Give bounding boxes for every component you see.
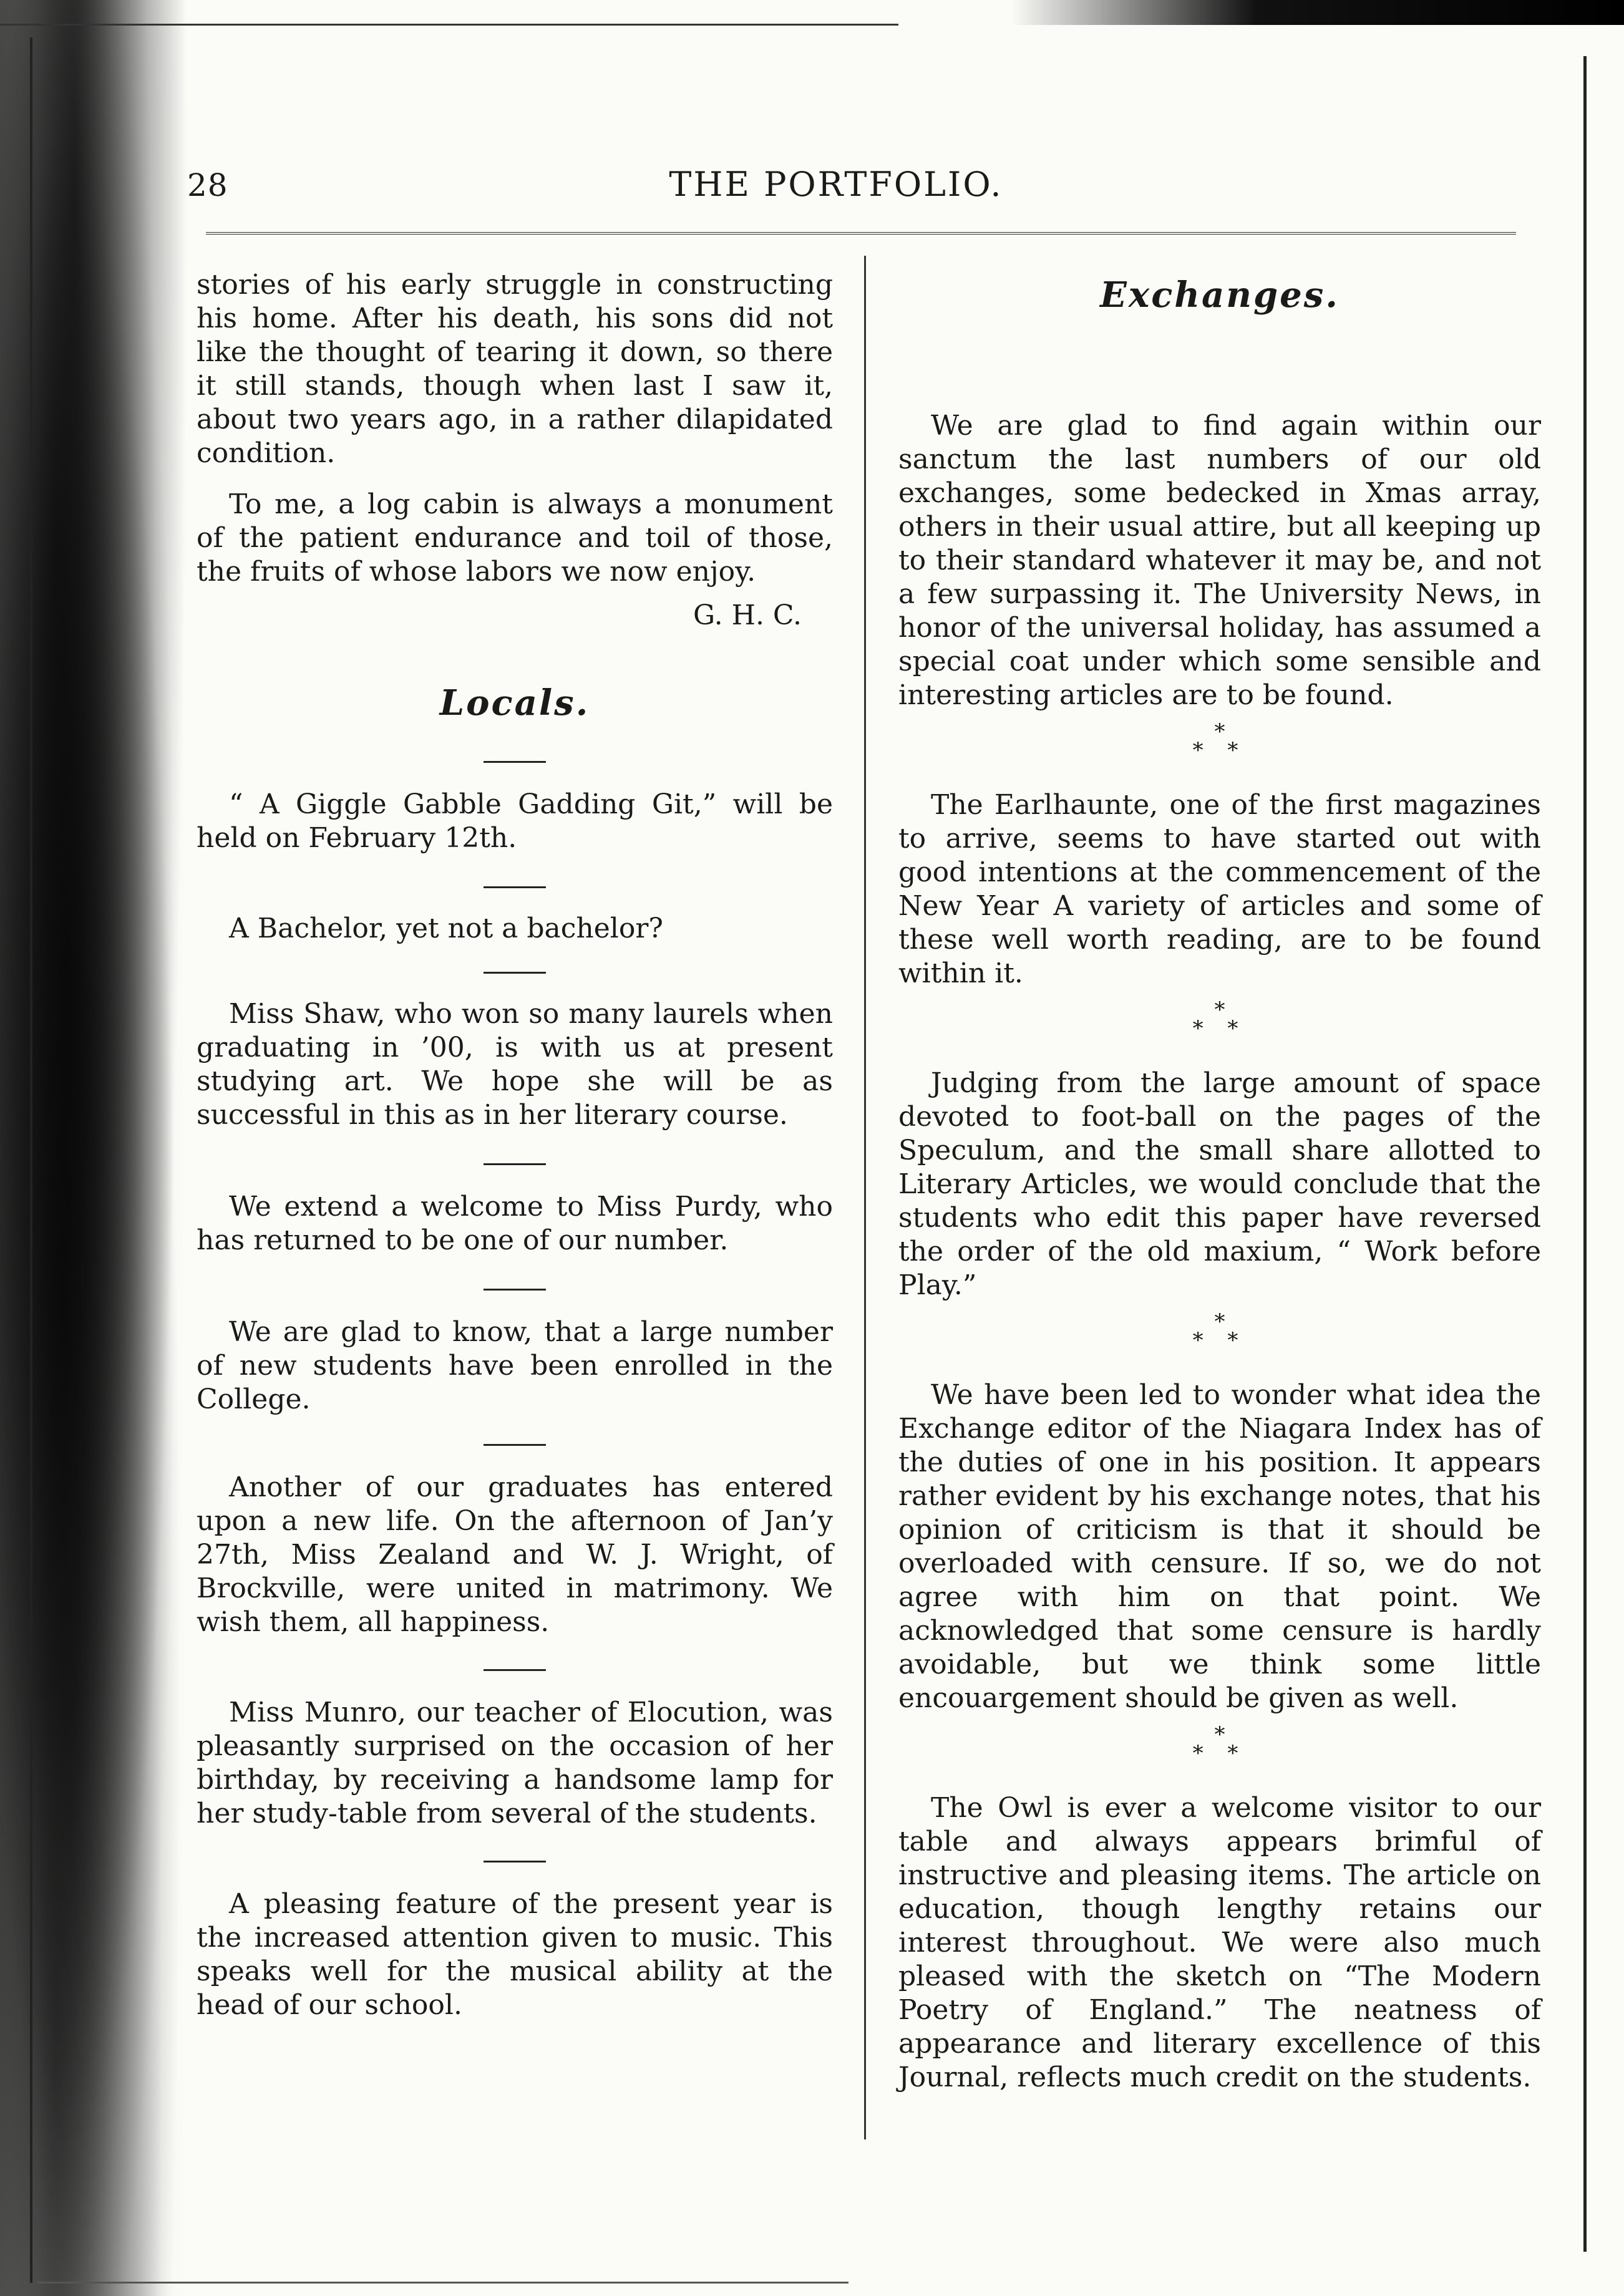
locals-item: Miss Shaw, who won so many laurels when graduating in ’00, is with us at present studying art. We hope she will be as successful in this as in her literary course. — [197, 998, 833, 1131]
star-separator — [898, 1722, 1541, 1766]
scan-right-border — [1583, 56, 1587, 2252]
article-paragraph: To me, a log cabin is always a monument of the patient endurance and toil of those, the fruits of whose labors we now enjoy. — [197, 488, 833, 588]
scan-bottom-border — [37, 2282, 848, 2284]
star-row: * * — [1192, 1016, 1247, 1041]
star-row: * * — [1192, 1741, 1247, 1766]
star-separator — [898, 1309, 1541, 1353]
left-column — [197, 268, 833, 2022]
star-row: * — [1214, 997, 1225, 1022]
section-title-exchanges: Exchanges. — [1100, 274, 1340, 316]
locals-item: Miss Munro, our teacher of Elocution, was pleasantly surprised on the occasion of her birthday, by receiving a handsome lamp for her study-table from several of the students. — [197, 1697, 833, 1829]
locals-item: We extend a welcome to Miss Purdy, who has returned to be one of our number. — [197, 1191, 833, 1256]
page-header — [187, 156, 1485, 225]
header-rule — [206, 232, 1516, 235]
exchanges-item: We are glad to find again within our sanctum the last numbers of our old exchanges, some bedecked in Xmas array, others in their usual attire, but all keeping up to their standard whatever it may be, and not a few surpassing it. The University News, in honor of the universal holiday, has assumed a special coat under which some sensible and interesting articles are to be found. — [898, 410, 1541, 711]
scan-top-dark-bar — [1011, 0, 1624, 25]
locals-item: A pleasing feature of the present year is the increased attention given to music. This speaks well for the musical ability at the head of our school. — [197, 1888, 833, 2021]
article-paragraph: stories of his early struggle in constructing his home. After his death, his sons did not like the thought of tearing it down, so there it still stands, though when last I saw it, about two years ago, in a rather dilapidated condition. — [197, 269, 833, 469]
star-separator — [898, 719, 1541, 763]
locals-item: A Bachelor, yet not a bachelor? — [229, 913, 663, 944]
exchanges-item: Judging from the large amount of space devoted to foot-ball on the pages of the Speculum, and the small share allotted to Literary Articles, we would conclude that the students who edit this paper have reversed the order of the old maxium, “ Work before Play.” — [898, 1067, 1541, 1301]
locals-item: “ A Giggle Gabble Gadding Git,” will be held on February 12th. — [197, 788, 833, 854]
exchanges-item: The Owl is ever a welcome visitor to our table and always appears brimful of instructive and pleasing items. The article on education, though lengthy retains our interest throughout. We were also much pleased with the sketch on “The Modern Poetry of England.” The neatness of appearance and literary excellence of this Journal, reflects much credit on the students. — [898, 1792, 1541, 2093]
star-row: * * — [1192, 1328, 1247, 1353]
exchanges-item: We have been led to wonder what idea the Exchange editor of the Niagara Index has of the duties of one in his position. It appears rather evident by his exchange notes, that his opinion of criticism is that it should be overloaded with censure. If so, we do not agree with him on that point. We acknowledged that some censure is hardly avoidable, but we think some little encouargement should be given as well. — [898, 1379, 1541, 1714]
scan-edge-shadow — [0, 0, 187, 2296]
section-title-locals: Locals. — [439, 682, 590, 724]
scan-top-border — [0, 24, 898, 26]
star-row: * — [1214, 1309, 1225, 1334]
exchanges-item: The Earlhaunte, one of the first magazines to arrive, seems to have started out with good intentions at the commencement of the New Year A variety of articles and some of these well worth reading, are to be found within it. — [898, 789, 1541, 989]
right-column — [898, 268, 1541, 2095]
star-separator — [898, 997, 1541, 1041]
locals-item: Another of our graduates has entered upon a new life. On the afternoon of Jan’y 27th, Miss Zealand and W. J. Wright, of Brockville, were united in matrimony. We wish them, all happiness. — [197, 1471, 833, 1638]
star-row: * * — [1192, 738, 1247, 763]
scan-left-border — [30, 37, 32, 2283]
column-divider — [864, 256, 866, 2139]
article-signature: G. H. C. — [693, 599, 802, 631]
star-row: * — [1214, 1722, 1225, 1747]
running-head: THE PORTFOLIO. — [669, 165, 1003, 204]
locals-item: We are glad to know, that a large number of new students have been enrolled in the College. — [197, 1316, 833, 1415]
page-number: 28 — [187, 167, 228, 203]
star-row: * — [1214, 719, 1225, 744]
